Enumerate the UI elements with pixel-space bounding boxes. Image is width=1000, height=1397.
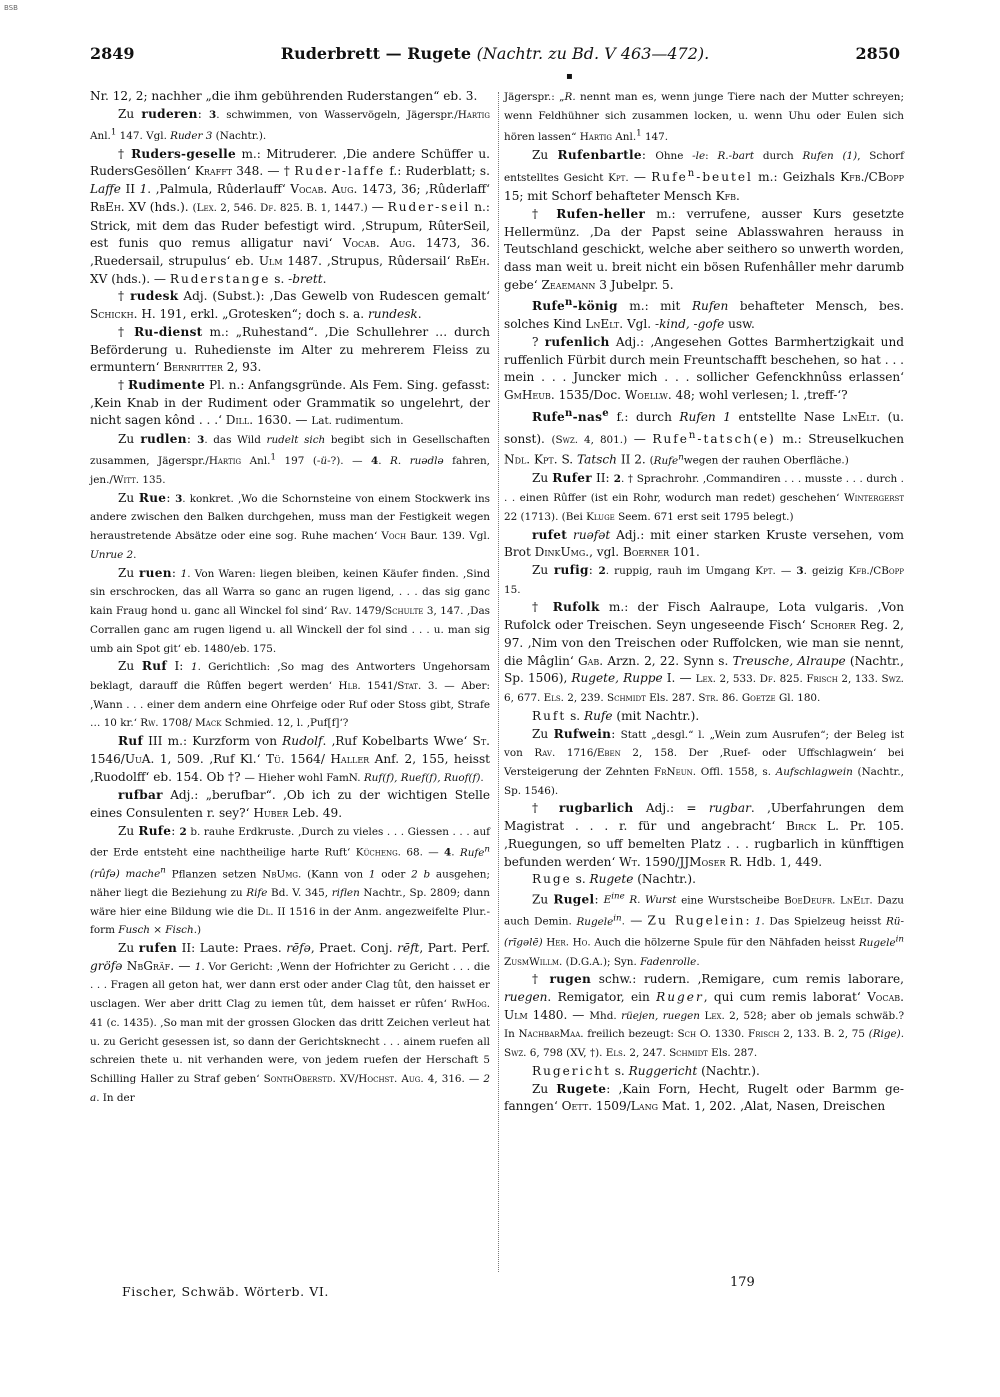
footer-publisher: Fischer, Schwäb. Wörterb. VI. — [122, 1284, 329, 1299]
right-column — [504, 88, 904, 1116]
dictionary-entry: Rufe$^n$-könig m.: mit Rufen behafteter Mensch, bes. solches Kind LnElt. Vgl. -kind, -gofe usw. — [504, 297, 904, 332]
dictionary-entry: ? rufenlich Adj.: ‚Angesehen Gottes Barmhertzigkait und ruffenlich Fürbit durch mein Freuntschafft beschehen, so hat . . . mein . . . Juncker mich . . . sollicher Gefenckhnûss erlassen‘ GmHeub. 1535/Doc. Woellw. 48; wohl verlesen; l. ‚treff-‘? — [504, 334, 904, 403]
left-column — [90, 88, 490, 1107]
dictionary-entry: Zu Rufenbartle: Ohne -le: R.-bart durch Rufen (1), Schorf entstelltes Gesicht Kpt. — Rufe$^n$-beutel m.: Geizhals Kfb./CBopp 15; mit Schorf behafteter Mensch Kfb. — [504, 147, 904, 204]
dictionary-entry: Zu rufig: 2. ruppig, rauh im Umgang Kpt. — 3. geizig Kfb./CBopp 15. — [504, 563, 904, 596]
page-title — [90, 44, 900, 63]
dictionary-entry: † Ruders-geselle m.: Mitruderer. ‚Die andere Schüffer u. RudersGesöllen‘ Krafft 348. — † Ruder-laffe f.: Ruderblatt; s. Laffe II 1. ‚Palmula, Rûderlauff‘ Vocab. Aug. 1473, 36; ‚Rûderlaff‘ RbEh. XV (hds.). (Lex. 2, 546. Df. 825. B. 1, 1447.) — Ruder-seil n.: Strick, mit dem das Ruder befestigt wird. ‚Strupum, RûterSeil, est funis quo remus alligatur navi‘ Vocab. Aug. 1473, 36. ‚Ruedersail, strupulus‘ eb. Ulm 1487. ‚Strupus, Rûdersail‘ RbEh. XV (hds.). — Ruderstange s. -brett. — [90, 146, 490, 286]
page-number-right: 2850 — [855, 44, 900, 63]
dictionary-entry: Rugericht s. Ruggericht (Nachtr.). — [532, 1063, 760, 1078]
library-stamp: BSB — [4, 4, 18, 12]
dictionary-entry: Zu ruen: 1. Von Waren: liegen bleiben, keinen Käufer finden. ‚Sind sin erschrocken, das all Warra so ganc an rugen ligend, . . . das sig ganc kain Fraug hond u. ganc all Winckel fol sind‘ Rav. 1479/Schulte 3, 147. ‚Das Corrallen ganc am rugen ligend u. all Winckell der fol sind . . . u. man sig umb ain Spot git‘ eb. 1480/eb. 175. — [90, 565, 491, 655]
title-sub: (Nachtr. zu Bd. V 463—472). — [476, 44, 710, 63]
dictionary-entry: Zu Rugel: $E^{ine}$ R. Wurst eine Wurstscheibe BoeDeufr. LnElt. Dazu auch Demin. Rugele$^{in}$. — Zu Rugelein: 1. Das Spielzeug heisst Rü- (rīgəlē) Her. Ho. Auch die hölzerne Spule für den Nähfaden heisst Rugele$^{in}$ ZusmWillm. (D.G.A.); Syn. Fadenrolle. — [504, 891, 904, 968]
dictionary-entry: Rufe$^n$-nas$^e$ f.: durch Rufen 1 entstellte Nase LnElt. (u. sonst). (Swz. 4, 801.) — Rufe$^n$-tatsch(e) m.: Streuselkuchen Ndl. Kpt. S. Tatsch II 2. (Rufe$^n$wegen der rauhen Oberfläche.) — [504, 407, 904, 467]
dictionary-entry: Zu Rufe: 2 b. rauhe Erdkruste. ‚Durch zu vieles . . . Giessen . . . auf der Erde entsteht eine nachtheilige harte Ruft‘ Kücheng. 68. — 4. Rufe$^n$ (rûfə) mache$^n$ Pflanzen setzen NbUmg. (Kann von 1 oder 2 b ausgehen; näher liegt die Beziehung zu Rife Bd. V. 345, riflen Nachtr., Sp. 2809; dann wäre hier eine Bildung wie die Dl. II 1516 in der Anm. angezweifelte Plur.-form Fusch × Fisch.) — [90, 823, 490, 937]
dictionary-entry: rufbar Adj.: „berufbar“. ‚Ob ich zu der wichtigen Stelle eines Consulenten r. sey?‘ Huber Leb. 49. — [90, 788, 490, 820]
dictionary-entry: Ruf III m.: Kurzform von Rudolf. ‚Ruf Kobelbarts Wwe‘ St. 1546/UuA. 1, 509. ‚Ruf Kl.‘ Tü. 1564/ Haller Anf. 2, 155, heisst ‚Ruodolff‘ eb. 154. Ob †? — Hieher wohl FamN. Ruf(f), Ruef(f), Ruof(f). — [90, 734, 491, 784]
dictionary-entry: † rugen schw.: rudern. ‚Remigare, cum remis laborare, ruegen. Remigator, ein Ruger, qui cum remis laborat‘ Vocab. Ulm 1480. — Mhd. rüejen, ruegen Lex. 2, 528; aber ob jemals schwäb.? In NachbarMaa. freilich bezeugt: Sch O. 1330. Frisch 2, 133. B. 2, 75 (Rige). Swz. 6, 798 (XV, †). Els. 2, 247. Schmidt Els. 287. — [504, 972, 905, 1060]
page-header — [90, 44, 900, 66]
dictionary-entry: † Rufolk m.: der Fisch Aalraupe, Lota vulgaris. ‚Von Rufolck oder Treischen. Seyn ungeseende Fisch‘ Schorer Reg. 2, 97. ‚Nim von den Treischen oder Ruffolcken, wie man sie nennt, die Mâglin‘ Gab. Arzn. 2, 22. Synn s. Treusche, Alraupe (Nachtr., Sp. 1506), Rugete, Ruppe I. — Lex. 2, 533. Df. 825. Frisch 2, 133. Swz. 6, 677. Els. 2, 239. Schmidt Els. 287. Str. 86. Goetze Gl. 180. — [504, 600, 905, 705]
dictionary-entry: Zu rudlen: 3. das Wild rudelt sich begibt sich in Gesellschaften zusammen, Jägerspr./Hartig Anl.$^1$ 197 (-ü-?). — 4. R. ruədlə fahren, jen./Witt. 135. — [90, 432, 490, 487]
dictionary-entry: Zu Rue: 3. konkret. ‚Wo die Schornsteine von einem Stockwerk ins andere zwischen den Balken durchgehen, muss man der Festigkeit wegen heraustretende Absätze oder eine sog. Ruhe machen‘ Voch Baur. 139. Vgl. Unrue 2. — [90, 490, 491, 561]
dictionary-entry: † rudesk Adj. (Subst.): ‚Das Gewelb von Rudescen gemalt‘ Schickh. H. 191, erkl. „Grotesken“; doch s. a. rundesk. — [90, 289, 490, 322]
dictionary-entry: Zu rufen II: Laute: Praes. rēfə, Praet. Conj. rēft, Part. Perf. gröfə NbGräf. — 1. Vor Gericht: ‚Wenn der Hofrichter zu Gericht . . . die . . . Fragen all geton hat, wer dann erst oder ander Clag tût, den haisset er usclagen. Wer aber dritt Clag zu iemen tût, dem haisset er rûfen‘ RwHog. 41 (c. 1435). ‚So man mit der grossen Glocken das dritt Zeichen verleut hat u. zu Gericht gesessen ist, so dann der Gerichtsknecht . . . ainem ruefen all schreien thete u. nit verhanden were, von jedem ruefen der Herschaft 5 Schilling Haller zu Straf geben‘ SonthOberstd. XV/Hochst. Aug. 4, 316. — 2 a. In der — [90, 940, 490, 1104]
dictionary-entry: Zu ruderen: 3. schwimmen, von Wasservögeln, Jägerspr./Hartig Anl.$^1$ 147. Vgl. Ruder 3 (Nachtr.). — [90, 106, 490, 142]
dictionary-entry: Ruge s. Rugete (Nachtr.). — [532, 872, 696, 887]
dictionary-entry: Jägerspr.: „R. nennt man es, wenn junge Tiere nach der Mutter schreyen; wenn Feldhühner sich zusammen locken, u. wenn Uhu oder Eulen sich hören lassen“ Hartig Anl.$^1$ 147. — [504, 91, 904, 143]
dictionary-entry: Nr. 12, 2; nachher „die ihm gebührenden Ruderstangen“ eb. 3. — [90, 89, 478, 103]
dictionary-entry: Ruft s. Rufe (mit Nachtr.). — [532, 708, 700, 723]
footer-sheet-number: 179 — [730, 1275, 755, 1290]
dictionary-entry: † rugbarlich Adj.: = rugbar. ‚Uberfahrungen dem Magistrat . . . r. für und angebracht‘ Birck L. Pr. 105. ‚Ruegungen, so uff bemelten Platz . . . rugbarlich in künfftigen befunden werden‘ Wt. 1590/JJMoser R. Hdb. 1, 449. — [504, 801, 904, 869]
dictionary-entry: Zu Rugete: ‚Kain Forn, Hecht, Rugelt oder Barmm gefanngen‘ Oett. 1509/Lang Mat. 1, 202. ‚Alat, Nasen, Dreischen — [504, 1081, 904, 1114]
column-divider — [498, 92, 500, 1272]
dictionary-entry: † Rufen-heller m.: verrufene, ausser Kurs gesetzte Hellermünz. ‚Da der Papst seine Ablasswahren herauss in Teutschland geschickt, welche aber seithero so unwerth worden, dass man weit u. breit nicht ein bösen Rufenhâller mehr darumb gebe‘ Zeaemann 3 Jubelpr. 5. — [504, 206, 904, 292]
dictionary-entry: Zu Ruf I: 1. Gerichtlich: ‚So mag des Antworters Ungehorsam beklagt, darauff die Rûffen begert werden‘ Hlb. 1541/Stat. 3. — Aber: ‚Wann . . . einer dem andern eine Ohrfeige oder Ruf oder Stoss gibt, Strafe … 10 kr.‘ Rw. 1708/ Mack Schmied. 12, l. ‚Puf[f]‘? — [90, 659, 490, 730]
page-number-left: 2849 — [90, 44, 135, 63]
title-main: Ruderbrett — Rugete — [280, 44, 472, 63]
decorative-dot: ▪ — [566, 71, 573, 82]
dictionary-entry: rufet ruəfət Adj.: mit einer starken Kruste versehen, vom Brot DinkUmg., vgl. Boerner 101. — [504, 527, 904, 560]
dictionary-entry: Zu Rufer II: 2. † Sprachrohr. ‚Commandiren . . . musste . . . durch . . . einen Rûffer (ist ein Rohr, wodurch man redet) geschehen‘ Wintergerst 22 (1713). (Bei Kluge Seem. 671 erst seit 1795 belegt.) — [504, 471, 904, 523]
dictionary-entry: † Rudimente Pl. n.: Anfangsgründe. Als Fem. Sing. gefasst: ‚Kein Knab in der Rudiment oder Grammatik so ungelehrt, der nicht sagen kônd . . .‘ Dill. 1630. — Lat. rudimentum. — [90, 377, 490, 428]
dictionary-entry: Zu Rufwein: Statt „desgl.“ l. „Wein zum Ausrufen“; der Beleg ist von Rav. 1716/Eben 2, 158. Der ‚Ruef- oder Uffschlagwein‘ bei Versteigerung der Zehnten FrNeun. Offl. 1558, s. Aufschlagwein (Nachtr., Sp. 1546). — [504, 726, 904, 797]
dictionary-entry: † Ru-dienst m.: „Ruhestand“. ‚Die Schullehrer … durch Beförderung u. Ruhedienste im Alter zu mehrerem Fleiss zu ermuntern‘ Bernritter 2, 93. — [90, 324, 490, 375]
